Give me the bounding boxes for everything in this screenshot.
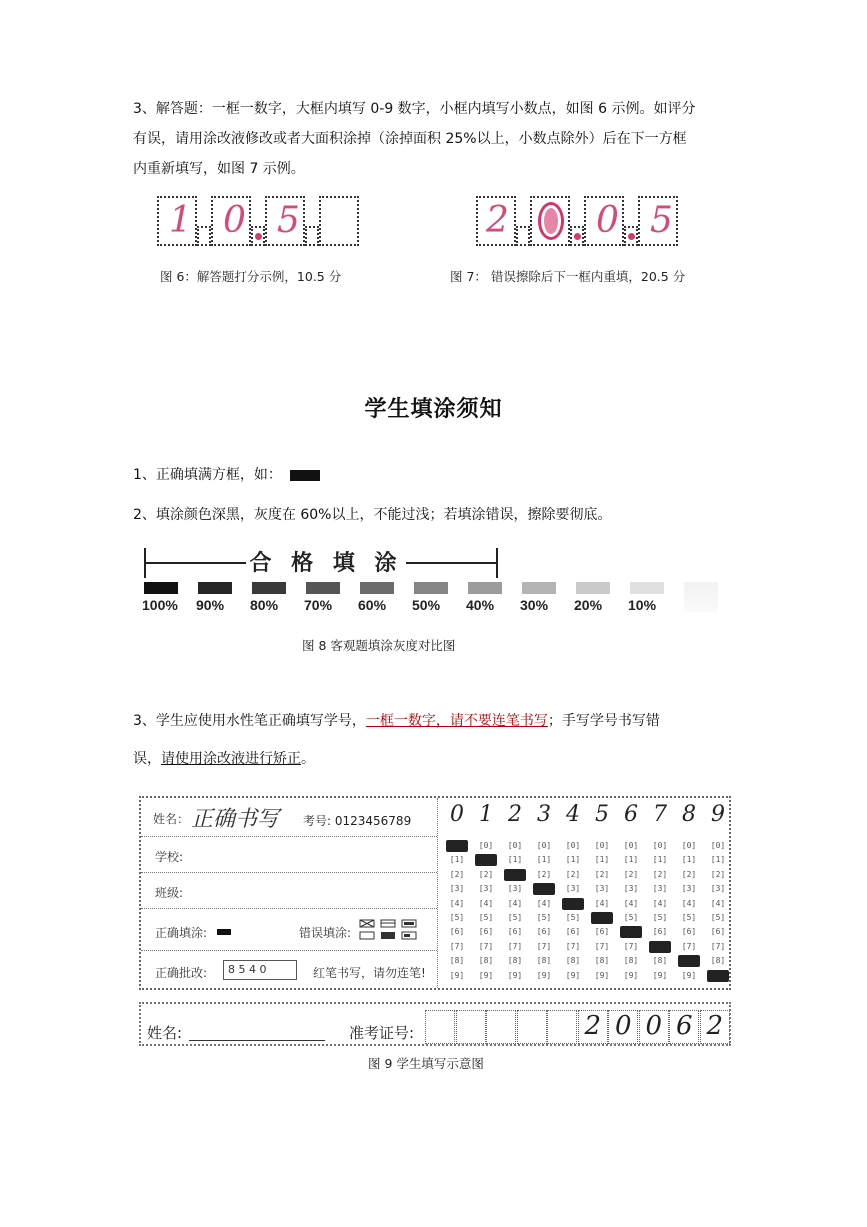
- answer-bubble[interactable]: [3]: [623, 884, 639, 894]
- answer-bubble[interactable]: [4]: [536, 898, 552, 908]
- decimal-point-mark: [255, 233, 262, 240]
- answer-bubble[interactable]: [4]: [507, 898, 523, 908]
- answer-bubble[interactable]: [6]: [478, 927, 494, 937]
- score-digit-box: [211, 196, 251, 246]
- answer-bubble[interactable]: [9]: [707, 970, 729, 982]
- id-column: [705, 798, 731, 988]
- answer-bubble[interactable]: [9]: [507, 970, 523, 980]
- answer-bubble[interactable]: [9]: [623, 970, 639, 980]
- answer-bubble[interactable]: [6]: [652, 927, 668, 937]
- answer-bubble[interactable]: [8]: [678, 955, 700, 967]
- answer-bubble[interactable]: [6]: [449, 927, 465, 937]
- gray-swatch: [630, 582, 664, 594]
- ticket-digit-box[interactable]: [608, 1010, 638, 1044]
- answer-bubble[interactable]: [7]: [594, 941, 610, 951]
- answer-bubble[interactable]: [2]: [710, 869, 726, 879]
- answer-bubble[interactable]: [8]: [565, 956, 581, 966]
- divider: [141, 872, 437, 873]
- id-digit-handwritten: 4: [566, 802, 580, 827]
- student-rule-prefix: 3、学生应使用水性笔正确填写学号，: [133, 713, 366, 729]
- answer-bubble[interactable]: [5]: [681, 913, 697, 922]
- answer-rule-line-1: 3、解答题：一框一数字，大框内填写 0-9 数字，小框内填写小数点，如图 6 示例。如评分: [133, 101, 696, 117]
- answer-bubble[interactable]: [3]: [507, 884, 523, 894]
- bottom-name-label: 姓名:: [147, 1024, 183, 1042]
- gray-swatch: [252, 582, 286, 594]
- answer-bubble[interactable]: [7]: [710, 941, 726, 951]
- wrong-fill-examples-icon: [359, 918, 421, 942]
- gray-level-chart: [140, 544, 720, 619]
- gray-swatch: [576, 582, 610, 594]
- id-digit-handwritten: 3: [537, 802, 551, 827]
- id-column: [618, 798, 644, 988]
- answer-bubble[interactable]: [3]: [652, 884, 668, 894]
- answer-bubble[interactable]: [6]: [681, 927, 697, 937]
- answer-bubble[interactable]: [7]: [507, 941, 523, 951]
- ticket-digit-box[interactable]: [669, 1010, 699, 1044]
- ticket-digit-box[interactable]: [456, 1010, 486, 1044]
- answer-bubble[interactable]: [5]: [449, 913, 465, 922]
- card-name-label: 姓名：: [153, 812, 190, 826]
- answer-bubble[interactable]: [5]: [591, 912, 613, 924]
- answer-bubble[interactable]: [4]: [623, 898, 639, 908]
- answer-bubble[interactable]: [9]: [565, 970, 581, 980]
- gray-swatch-label: 40%: [466, 597, 495, 613]
- answer-bubble[interactable]: [8]: [594, 956, 610, 966]
- answer-bubble[interactable]: [2]: [594, 869, 610, 879]
- answer-bubble[interactable]: [1]: [507, 855, 523, 865]
- answer-bubble[interactable]: [0]: [478, 841, 494, 850]
- gray-swatch: [144, 582, 178, 594]
- answer-bubble[interactable]: [6]: [594, 927, 610, 937]
- answer-bubble[interactable]: [0]: [652, 841, 668, 850]
- ticket-number-boxes: [425, 1010, 731, 1046]
- id-digit-handwritten: 0: [450, 802, 464, 827]
- score-digit-box: [319, 196, 359, 246]
- answer-bubble[interactable]: [0]: [507, 841, 523, 850]
- ticket-digit: 2: [584, 1011, 602, 1041]
- card-wrong-fill-label: 错误填涂:: [299, 926, 352, 940]
- score-digit-box: [476, 196, 516, 246]
- answer-bubble[interactable]: [1]: [475, 854, 497, 866]
- erased-digit-value: [545, 212, 554, 228]
- id-column: [531, 798, 557, 988]
- answer-bubble[interactable]: [3]: [594, 884, 610, 894]
- student-rule-line-1: [133, 708, 660, 734]
- gray-swatch-label: 10%: [628, 597, 657, 613]
- notice-item-1: [133, 462, 320, 488]
- divider: [141, 950, 437, 951]
- ticket-digit: 2: [706, 1011, 724, 1041]
- answer-bubble[interactable]: [1]: [565, 855, 581, 865]
- gray-swatch: [360, 582, 394, 594]
- decimal-box: [570, 226, 584, 246]
- answer-bubble[interactable]: [1]: [652, 855, 668, 865]
- id-column: [589, 798, 615, 988]
- answer-bubble[interactable]: [1]: [449, 855, 465, 865]
- gray-swatch-label: 60%: [358, 597, 387, 613]
- card-info-panel: [141, 798, 437, 988]
- decimal-box: [197, 226, 211, 246]
- answer-bubble[interactable]: [0]: [681, 841, 697, 850]
- answer-bubble[interactable]: [6]: [565, 927, 581, 937]
- name-underline: [189, 1040, 325, 1041]
- answer-bubble[interactable]: [5]: [536, 913, 552, 922]
- notice-item-2: 2、填涂颜色深黑，灰度在 60%以上，不能过浅；若填涂错误，擦除要彻底。: [133, 507, 612, 523]
- id-column: [560, 798, 586, 988]
- answer-bubble[interactable]: [2]: [681, 869, 697, 879]
- gray-swatch-label: 100%: [142, 597, 178, 613]
- answer-bubble[interactable]: [0]: [710, 841, 726, 850]
- figure-7: [476, 196, 688, 246]
- answer-bubble[interactable]: [8]: [623, 956, 639, 966]
- gray-swatch-label: 50%: [412, 597, 441, 613]
- gray-swatch: [522, 582, 556, 594]
- answer-bubble[interactable]: [5]: [652, 913, 668, 922]
- student-rule-red-emphasis: 一框一数字，请不要连笔书写: [365, 713, 548, 729]
- answer-bubble[interactable]: [1]: [681, 855, 697, 865]
- ticket-digit: 0: [645, 1011, 663, 1041]
- id-digit-handwritten: 2: [508, 802, 522, 827]
- id-column: [676, 798, 702, 988]
- notice-title: 学生填涂须知: [364, 397, 503, 422]
- answer-bubble[interactable]: [1]: [710, 855, 726, 865]
- ticket-digit-box[interactable]: [517, 1010, 547, 1044]
- figure-6: [157, 196, 361, 246]
- answer-bubble[interactable]: [2]: [565, 869, 581, 879]
- handwritten-digit: 0: [223, 200, 246, 241]
- gray-swatch-label: 90%: [196, 597, 225, 613]
- answer-bubble[interactable]: [7]: [536, 941, 552, 951]
- handwritten-digit: 1: [169, 200, 192, 241]
- answer-rule-line-3: 内重新填写，如图 7 示例。: [133, 161, 305, 177]
- bottom-ticket-card: [139, 1002, 731, 1046]
- student-rule-line-2: [133, 746, 315, 772]
- id-digit-handwritten: 9: [711, 802, 725, 827]
- card-class-label: 班级:: [155, 886, 184, 900]
- ticket-digit-box[interactable]: [425, 1010, 455, 1044]
- score-digit-box: [584, 196, 624, 246]
- answer-bubble[interactable]: [5]: [478, 913, 494, 922]
- answer-bubble[interactable]: [4]: [562, 898, 584, 910]
- answer-bubble[interactable]: [2]: [623, 869, 639, 879]
- answer-bubble[interactable]: [5]: [565, 913, 581, 922]
- decimal-point-mark: [628, 233, 635, 240]
- answer-bubble[interactable]: [0]: [565, 841, 581, 850]
- answer-bubble[interactable]: [6]: [507, 927, 523, 937]
- chart-right-tick: [496, 548, 498, 578]
- answer-bubble[interactable]: [1]: [594, 855, 610, 865]
- ticket-digit: 6: [676, 1011, 693, 1041]
- student-rule-line-2-end: 。: [301, 751, 315, 767]
- answer-bubble[interactable]: [1]: [623, 855, 639, 865]
- answer-bubble[interactable]: [9]: [536, 970, 552, 980]
- handwritten-digit: 5: [277, 200, 300, 241]
- figure-6-caption: 图 6：解答题打分示例，10.5 分: [160, 269, 342, 284]
- answer-bubble[interactable]: [0]: [594, 841, 610, 850]
- answer-bubble[interactable]: [5]: [507, 913, 523, 922]
- answer-bubble[interactable]: [8]: [710, 956, 726, 966]
- ticket-digit-box[interactable]: [547, 1010, 577, 1044]
- answer-bubble[interactable]: [2]: [536, 869, 552, 879]
- correct-fill-mark: [217, 929, 231, 935]
- figure-7-caption: 图 7： 错误擦除后下一框内重填，20.5 分: [450, 269, 686, 284]
- answer-bubble[interactable]: [5]: [710, 913, 726, 922]
- answer-bubble[interactable]: [4]: [594, 898, 610, 908]
- answer-card: [139, 796, 731, 990]
- ticket-digit-box[interactable]: [578, 1010, 608, 1044]
- answer-bubble[interactable]: [9]: [594, 970, 610, 980]
- answer-bubble[interactable]: [3]: [710, 884, 726, 894]
- ticket-digit-box[interactable]: [700, 1010, 730, 1044]
- answer-bubble[interactable]: [8]: [536, 956, 552, 966]
- figure-9-caption: 图 9 学生填写示意图: [368, 1056, 484, 1071]
- card-id-grid: [437, 798, 730, 988]
- answer-bubble[interactable]: [4]: [478, 898, 494, 908]
- answer-rule-line-2: 有误，请用涂改液修改或者大面积涂掉（涂掉面积 25%以上，小数点除外）后在下一方框: [133, 131, 687, 147]
- decimal-point-mark: [574, 233, 581, 240]
- answer-bubble[interactable]: [3]: [565, 884, 581, 894]
- answer-bubble[interactable]: [9]: [449, 970, 465, 980]
- answer-bubble[interactable]: [0]: [446, 840, 468, 852]
- card-red-pen-note: 红笔书写，请勿连笔!: [313, 966, 426, 980]
- answer-bubble[interactable]: [8]: [507, 956, 523, 966]
- ticket-digit: 0: [615, 1011, 632, 1041]
- id-digit-handwritten: 7: [653, 802, 667, 827]
- id-digit-handwritten: 5: [595, 802, 609, 827]
- answer-bubble[interactable]: [3]: [449, 884, 465, 894]
- ticket-digit-box[interactable]: [639, 1010, 669, 1044]
- card-name-value: 正确书写: [191, 807, 280, 832]
- id-column: [647, 798, 673, 988]
- id-column: [502, 798, 528, 988]
- answer-bubble[interactable]: [6]: [620, 926, 642, 938]
- answer-bubble[interactable]: [2]: [652, 869, 668, 879]
- handwritten-digit: 0: [596, 200, 619, 241]
- card-id-label: 考号: 0123456789: [303, 814, 412, 828]
- gray-swatch: [468, 582, 502, 594]
- decimal-box: [516, 226, 530, 246]
- answer-bubble[interactable]: [4]: [681, 898, 697, 908]
- answer-bubble[interactable]: [3]: [681, 884, 697, 894]
- answer-bubble[interactable]: [4]: [449, 898, 465, 908]
- answer-bubble[interactable]: [7]: [565, 941, 581, 951]
- answer-bubble[interactable]: [8]: [652, 956, 668, 966]
- card-school-label: 学校:: [155, 850, 184, 864]
- answer-bubble[interactable]: [8]: [478, 956, 494, 966]
- answer-bubble[interactable]: [7]: [649, 941, 671, 953]
- gray-swatch-label: 70%: [304, 597, 333, 613]
- answer-bubble[interactable]: [4]: [710, 898, 726, 908]
- gray-swatch: [198, 582, 232, 594]
- answer-bubble[interactable]: [3]: [533, 883, 555, 895]
- answer-bubble[interactable]: [2]: [504, 869, 526, 881]
- notice-item-1-text: 1、正确填满方框，如：: [133, 467, 282, 483]
- id-column: [473, 798, 499, 988]
- id-column: [444, 798, 470, 988]
- answer-bubble[interactable]: [9]: [681, 970, 697, 980]
- answer-bubble[interactable]: [7]: [681, 941, 697, 951]
- answer-bubble[interactable]: [0]: [623, 841, 639, 850]
- answer-bubble[interactable]: [8]: [449, 956, 465, 966]
- handwritten-digit: 2: [486, 200, 509, 241]
- gray-swatch-label: 20%: [574, 597, 603, 613]
- answer-bubble[interactable]: [7]: [449, 941, 465, 951]
- answer-bubble[interactable]: [0]: [536, 841, 552, 850]
- answer-bubble[interactable]: [2]: [478, 869, 494, 879]
- answer-bubble[interactable]: [3]: [478, 884, 494, 894]
- decimal-box: [305, 226, 319, 246]
- student-rule-underlined: 请使用涂改液进行矫正: [161, 751, 301, 767]
- student-rule-line-2-start: 误，: [133, 751, 161, 767]
- id-digit-handwritten: 1: [479, 802, 493, 827]
- answer-bubble[interactable]: [7]: [623, 941, 639, 951]
- score-digit-box: [638, 196, 678, 246]
- gray-fade-edge: [684, 582, 718, 612]
- answer-bubble[interactable]: [1]: [536, 855, 552, 865]
- filled-box-example: [290, 470, 320, 481]
- card-correction-label: 正确批改:: [155, 966, 208, 980]
- ticket-digit-box[interactable]: [486, 1010, 516, 1044]
- decimal-box: [251, 226, 265, 246]
- answer-bubble[interactable]: [6]: [536, 927, 552, 937]
- score-digit-box: [157, 196, 197, 246]
- gray-swatch: [414, 582, 448, 594]
- id-digit-handwritten: 6: [624, 802, 638, 827]
- chart-header: 合 格 填 涂: [249, 551, 403, 576]
- divider: [141, 908, 437, 909]
- answer-bubble[interactable]: [9]: [478, 970, 494, 980]
- id-digit-handwritten: 8: [682, 802, 696, 827]
- gray-swatch-label: 80%: [250, 597, 279, 613]
- chart-left-rule: [146, 562, 246, 564]
- answer-bubble[interactable]: [7]: [478, 941, 494, 951]
- correction-example-box: 8 5 4 0: [223, 960, 297, 980]
- answer-bubble[interactable]: [2]: [449, 869, 465, 879]
- bottom-ticket-label: 准考证号:: [349, 1024, 415, 1042]
- handwritten-digit: 5: [650, 200, 673, 241]
- answer-bubble[interactable]: [4]: [652, 898, 668, 908]
- student-rule-mid: ；手写学号书写错: [547, 713, 660, 729]
- score-digit-box: [265, 196, 305, 246]
- answer-bubble[interactable]: [5]: [623, 913, 639, 922]
- gray-swatch: [306, 582, 340, 594]
- figure-8-caption: 图 8 客观题填涂灰度对比图: [302, 638, 456, 653]
- decimal-box: [624, 226, 638, 246]
- card-correct-fill-label: 正确填涂:: [155, 926, 208, 940]
- chart-right-rule: [406, 562, 496, 564]
- answer-bubble[interactable]: [6]: [710, 927, 726, 937]
- gray-swatch-label: 30%: [520, 597, 549, 613]
- divider: [141, 836, 437, 837]
- answer-bubble[interactable]: [9]: [652, 970, 668, 980]
